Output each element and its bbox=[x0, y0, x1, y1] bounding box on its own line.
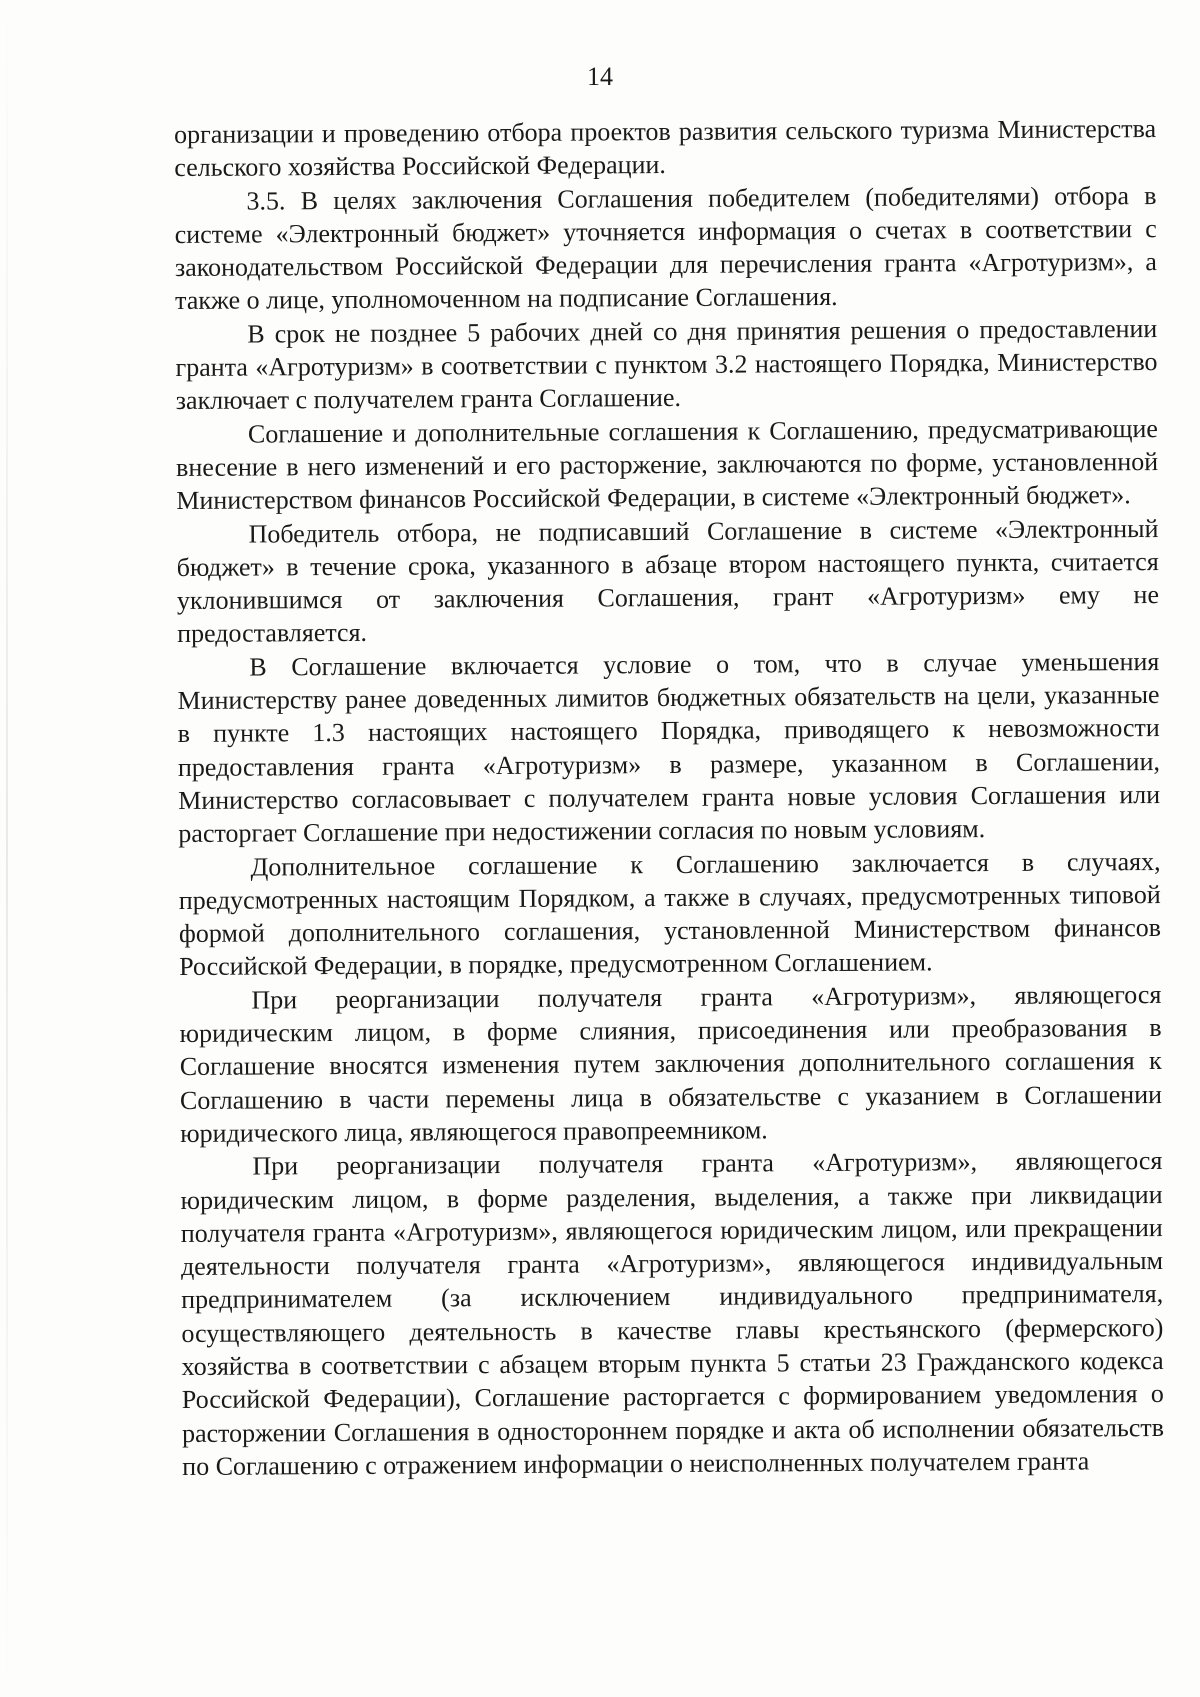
document-body bbox=[174, 112, 1164, 1483]
paragraph-reorganization-division: При реорганизации получателя гранта «Агротуризм», являющегося юридическим лицом, в форме разделения, выделения, а также при ликвидации получателя гранта «Агротуризм», являющегося юридическим лицом, или прекращении деятельности получателя гранта «Агротуризм», являющегося индивидуальным предпринимателем (за исключением индивидуального предпринимателя, осуществляющего деятельность в качестве главы крестьянского (фермерского) хозяйства в соответствии с абзацем вторым пункта 5 статьи 23 Гражданского кодекса Российской Федерации), Соглашение расторгается с формированием уведомления о расторжении Соглашения в одностороннем порядке и акта об исполнении обязательств по Соглашению с отражением информации о неисполненных получателем гранта bbox=[180, 1146, 1165, 1481]
page-number: 14 bbox=[587, 62, 613, 91]
paragraph-continuation: организации и проведению отбора проектов развития сельского туризма Министерства сельского хозяйства Российской Федерации. bbox=[174, 114, 1157, 183]
paragraph-agreement-form: Соглашение и дополнительные соглашения к Соглашению, предусматривающие внесение в него изменений и его расторжение, заключаются по форме, установленной Министерством финансов Российской Федерации, в системе «Электронный бюджет». bbox=[176, 413, 1159, 516]
paragraph-winner-evasion: Победитель отбора, не подписавший Соглашение в системе «Электронный бюджет» в течение срока, указанного в абзаце втором настоящего пункта, считается уклонившимся от заключения Соглашения, грант «Агротуризм» ему не предоставляется. bbox=[176, 513, 1160, 649]
paragraph-additional-agreement: Дополнительное соглашение к Соглашению заключается в случаях, предусмотренных настоящим Порядком, а также в случаях, предусмотренных типовой формой дополнительного соглашения, установленной Министерством финансов Российской Федерации, в порядке, предусмотренном Соглашением. bbox=[178, 846, 1162, 982]
paragraph-deadline: В срок не позднее 5 рабочих дней со дня принятия решения о предоставлении гранта «Агротуризм» в соответствии с пунктом 3.2 настоящего Порядка, Министерство заключает с получателем гранта Соглашение. bbox=[175, 313, 1158, 416]
paragraph-reorganization-merger: При реорганизации получателя гранта «Агротуризм», являющегося юридическим лицом, в форме слияния, присоединения или преобразования в Соглашение вносятся изменения путем заключения дополнительного соглашения к Соглашению в части перемены лица в обязательстве с указанием в Соглашении юридического лица, являющегося правопреемником. bbox=[179, 979, 1163, 1148]
paragraph-3-5: 3.5. В целях заключения Соглашения победителем (победителями) отбора в системе «Электронный бюджет» уточняется информация о счетах в соответствии с законодательством Российской Федерации для перечисления гранта «Агротуризм», а также о лице, уполномоченном на подписание Соглашения. bbox=[174, 180, 1157, 316]
paragraph-limits-reduction: В Соглашение включается условие о том, что в случае уменьшения Министерству ранее доведенных лимитов бюджетных обязательств на цели, указанные в пункте 1.3 настоящих настоящего Порядка, приводящего к невозможности предоставления гранта «Агротуризм» в размере, указанном в Соглашении, Министерство согласовывает с получателем гранта новые условия Соглашения или расторгает Соглашение при недостижении согласия по новым условиям. bbox=[177, 646, 1161, 849]
scan-edge-shadow bbox=[6, 0, 8, 1697]
